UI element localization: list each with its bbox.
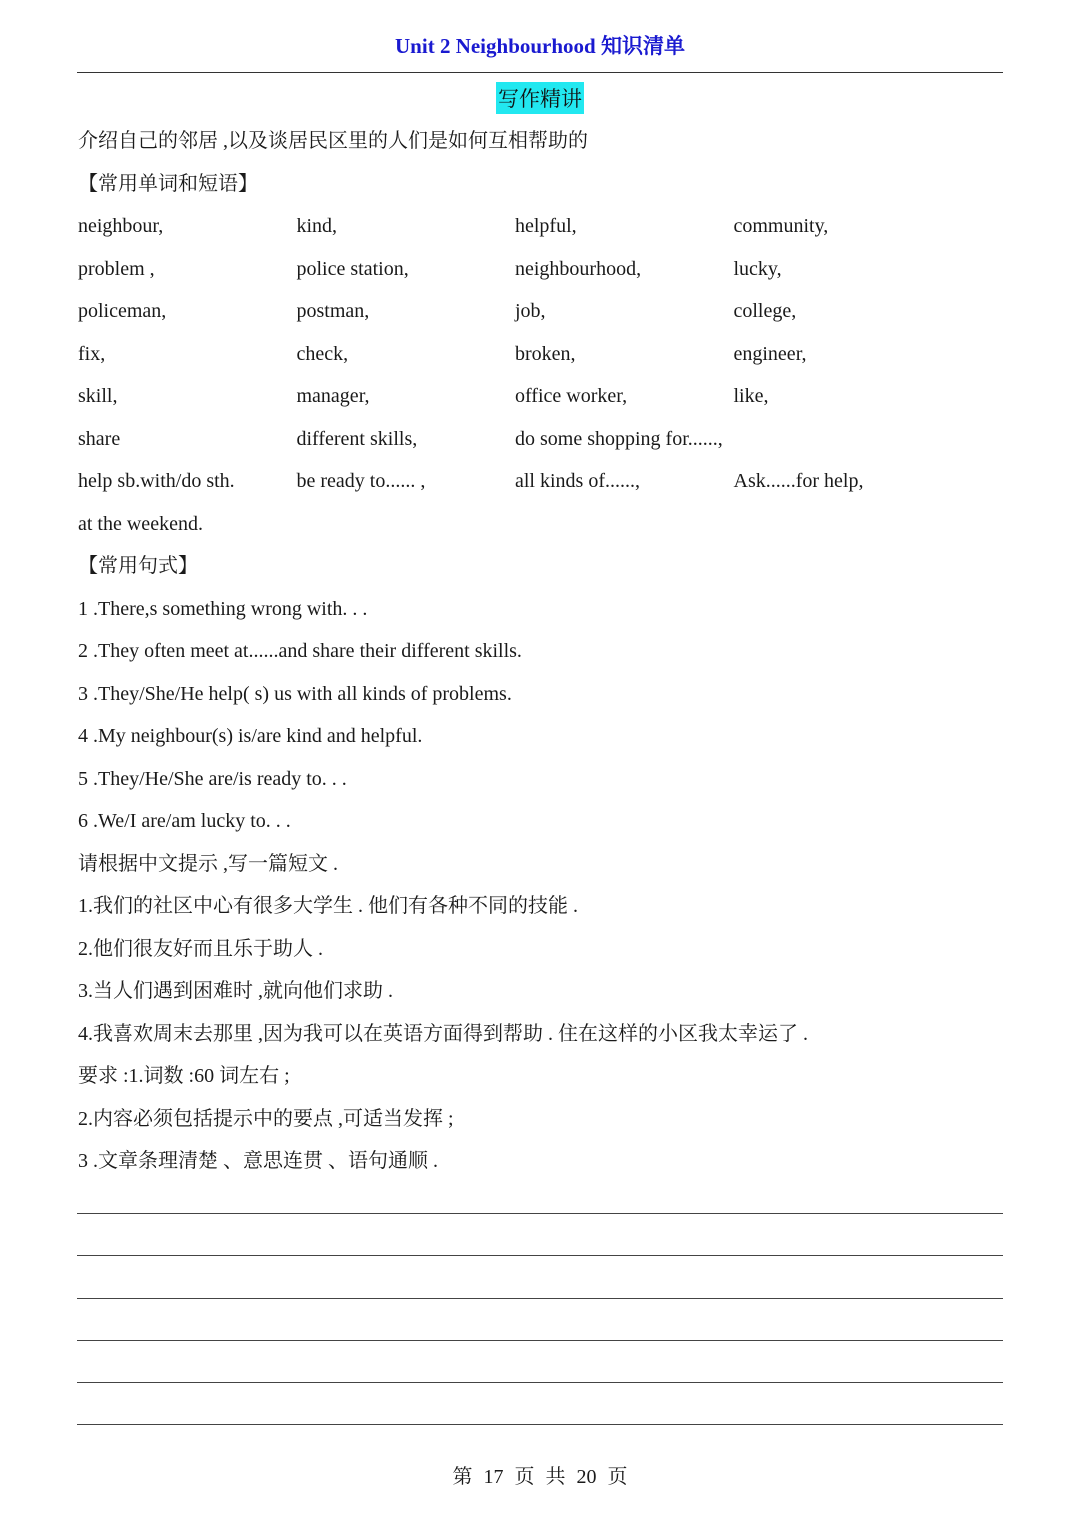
prompt-item: 1.我们的社区中心有很多大学生 . 他们有各种不同的技能 .: [78, 895, 578, 917]
vocab-item: fix,: [78, 342, 106, 365]
requirement-item: 要求 :1.词数 :60 词左右 ;: [78, 1065, 290, 1087]
requirement-item: 3 .文章条理清楚 、意思连贯 、语句通顺 .: [78, 1150, 438, 1172]
intro-text: 介绍自己的邻居 ,以及谈居民区里的人们是如何互相帮助的: [78, 130, 588, 152]
vocab-item: different skills,: [296, 427, 418, 450]
writing-line[interactable]: [77, 1298, 1003, 1340]
vocab-item: manager,: [296, 385, 370, 407]
vocab-item: lucky,: [733, 257, 782, 280]
requirement-item: 2.内容必须包括提示中的要点 ,可适当发挥 ;: [78, 1107, 454, 1130]
vocab-item: college,: [733, 300, 797, 322]
vocab-item: police station,: [296, 257, 409, 280]
vocab-row: [78, 205, 1003, 248]
vocab-item: like,: [733, 385, 769, 407]
vocab-item: community,: [733, 215, 829, 237]
sentence-item: 5 .They/He/She are/is ready to. . .: [78, 767, 347, 790]
vocab-item: postman,: [296, 300, 370, 322]
vocab-item: do some shopping for......,: [515, 427, 723, 450]
vocab-item: share: [78, 427, 121, 450]
vocab-item: all kinds of......,: [515, 470, 640, 492]
prompt-item: 2.他们很友好而且乐于助人 .: [78, 937, 323, 960]
writing-area[interactable]: [77, 1213, 1003, 1467]
vocab-item: check,: [296, 342, 349, 365]
prompt-item: 3.当人们遇到困难时 ,就向他们求助 .: [78, 980, 393, 1002]
sentences-heading: 【常用句式】: [78, 555, 198, 577]
vocab-row: [78, 418, 1003, 461]
vocab-item: broken,: [515, 342, 576, 365]
vocab-item: neighbourhood,: [515, 257, 642, 280]
section-title-text: 写作精讲: [496, 82, 584, 114]
header-divider: [77, 72, 1003, 73]
task-instruction: 请根据中文提示 ,写一篇短文 .: [78, 852, 338, 875]
vocab-row: [78, 290, 1003, 333]
sentence-item: 4 .My neighbour(s) is/are kind and helpful.: [78, 725, 423, 747]
vocab-item-last: at the weekend.: [78, 512, 203, 535]
writing-line[interactable]: [77, 1213, 1003, 1255]
sentence-item: 1 .There,s something wrong with. . .: [78, 597, 368, 620]
page-number: 第 17 页 共 20 页: [452, 1466, 628, 1488]
vocab-item: problem ,: [78, 257, 155, 280]
vocab-item: helpful,: [515, 215, 577, 237]
sentence-item: 3 .They/She/He help( s) us with all kinds of problems.: [78, 682, 512, 705]
page-header: Unit 2 Neighbourhood 知识清单: [395, 34, 685, 58]
vocab-row: [78, 248, 1003, 291]
section-title: [0, 82, 1080, 114]
vocab-item: kind,: [296, 215, 338, 237]
vocab-item: help sb.with/do sth.: [78, 470, 235, 492]
vocab-item: neighbour,: [78, 215, 164, 237]
vocab-item: policeman,: [78, 300, 167, 322]
vocab-item: skill,: [78, 385, 118, 407]
vocab-item: engineer,: [733, 342, 807, 365]
vocab-item: job,: [515, 300, 546, 322]
writing-line[interactable]: [77, 1382, 1003, 1424]
vocab-row: [78, 333, 1003, 376]
writing-line[interactable]: [77, 1255, 1003, 1297]
vocab-row: [78, 375, 1003, 418]
sentence-item: 2 .They often meet at......and share their different skills.: [78, 640, 522, 662]
vocab-item: Ask......for help,: [733, 470, 864, 492]
vocab-row: [78, 460, 1003, 503]
content: [78, 120, 1003, 1183]
writing-line[interactable]: [77, 1340, 1003, 1382]
sentence-item: 6 .We/I are/am lucky to. . .: [78, 810, 291, 832]
vocab-heading: 【常用单词和短语】: [78, 172, 258, 195]
vocab-item: be ready to...... ,: [296, 470, 426, 492]
prompt-item: 4.我喜欢周末去那里 ,因为我可以在英语方面得到帮助 . 住在这样的小区我太幸运了 .: [78, 1022, 808, 1045]
vocab-item: office worker,: [515, 385, 628, 407]
